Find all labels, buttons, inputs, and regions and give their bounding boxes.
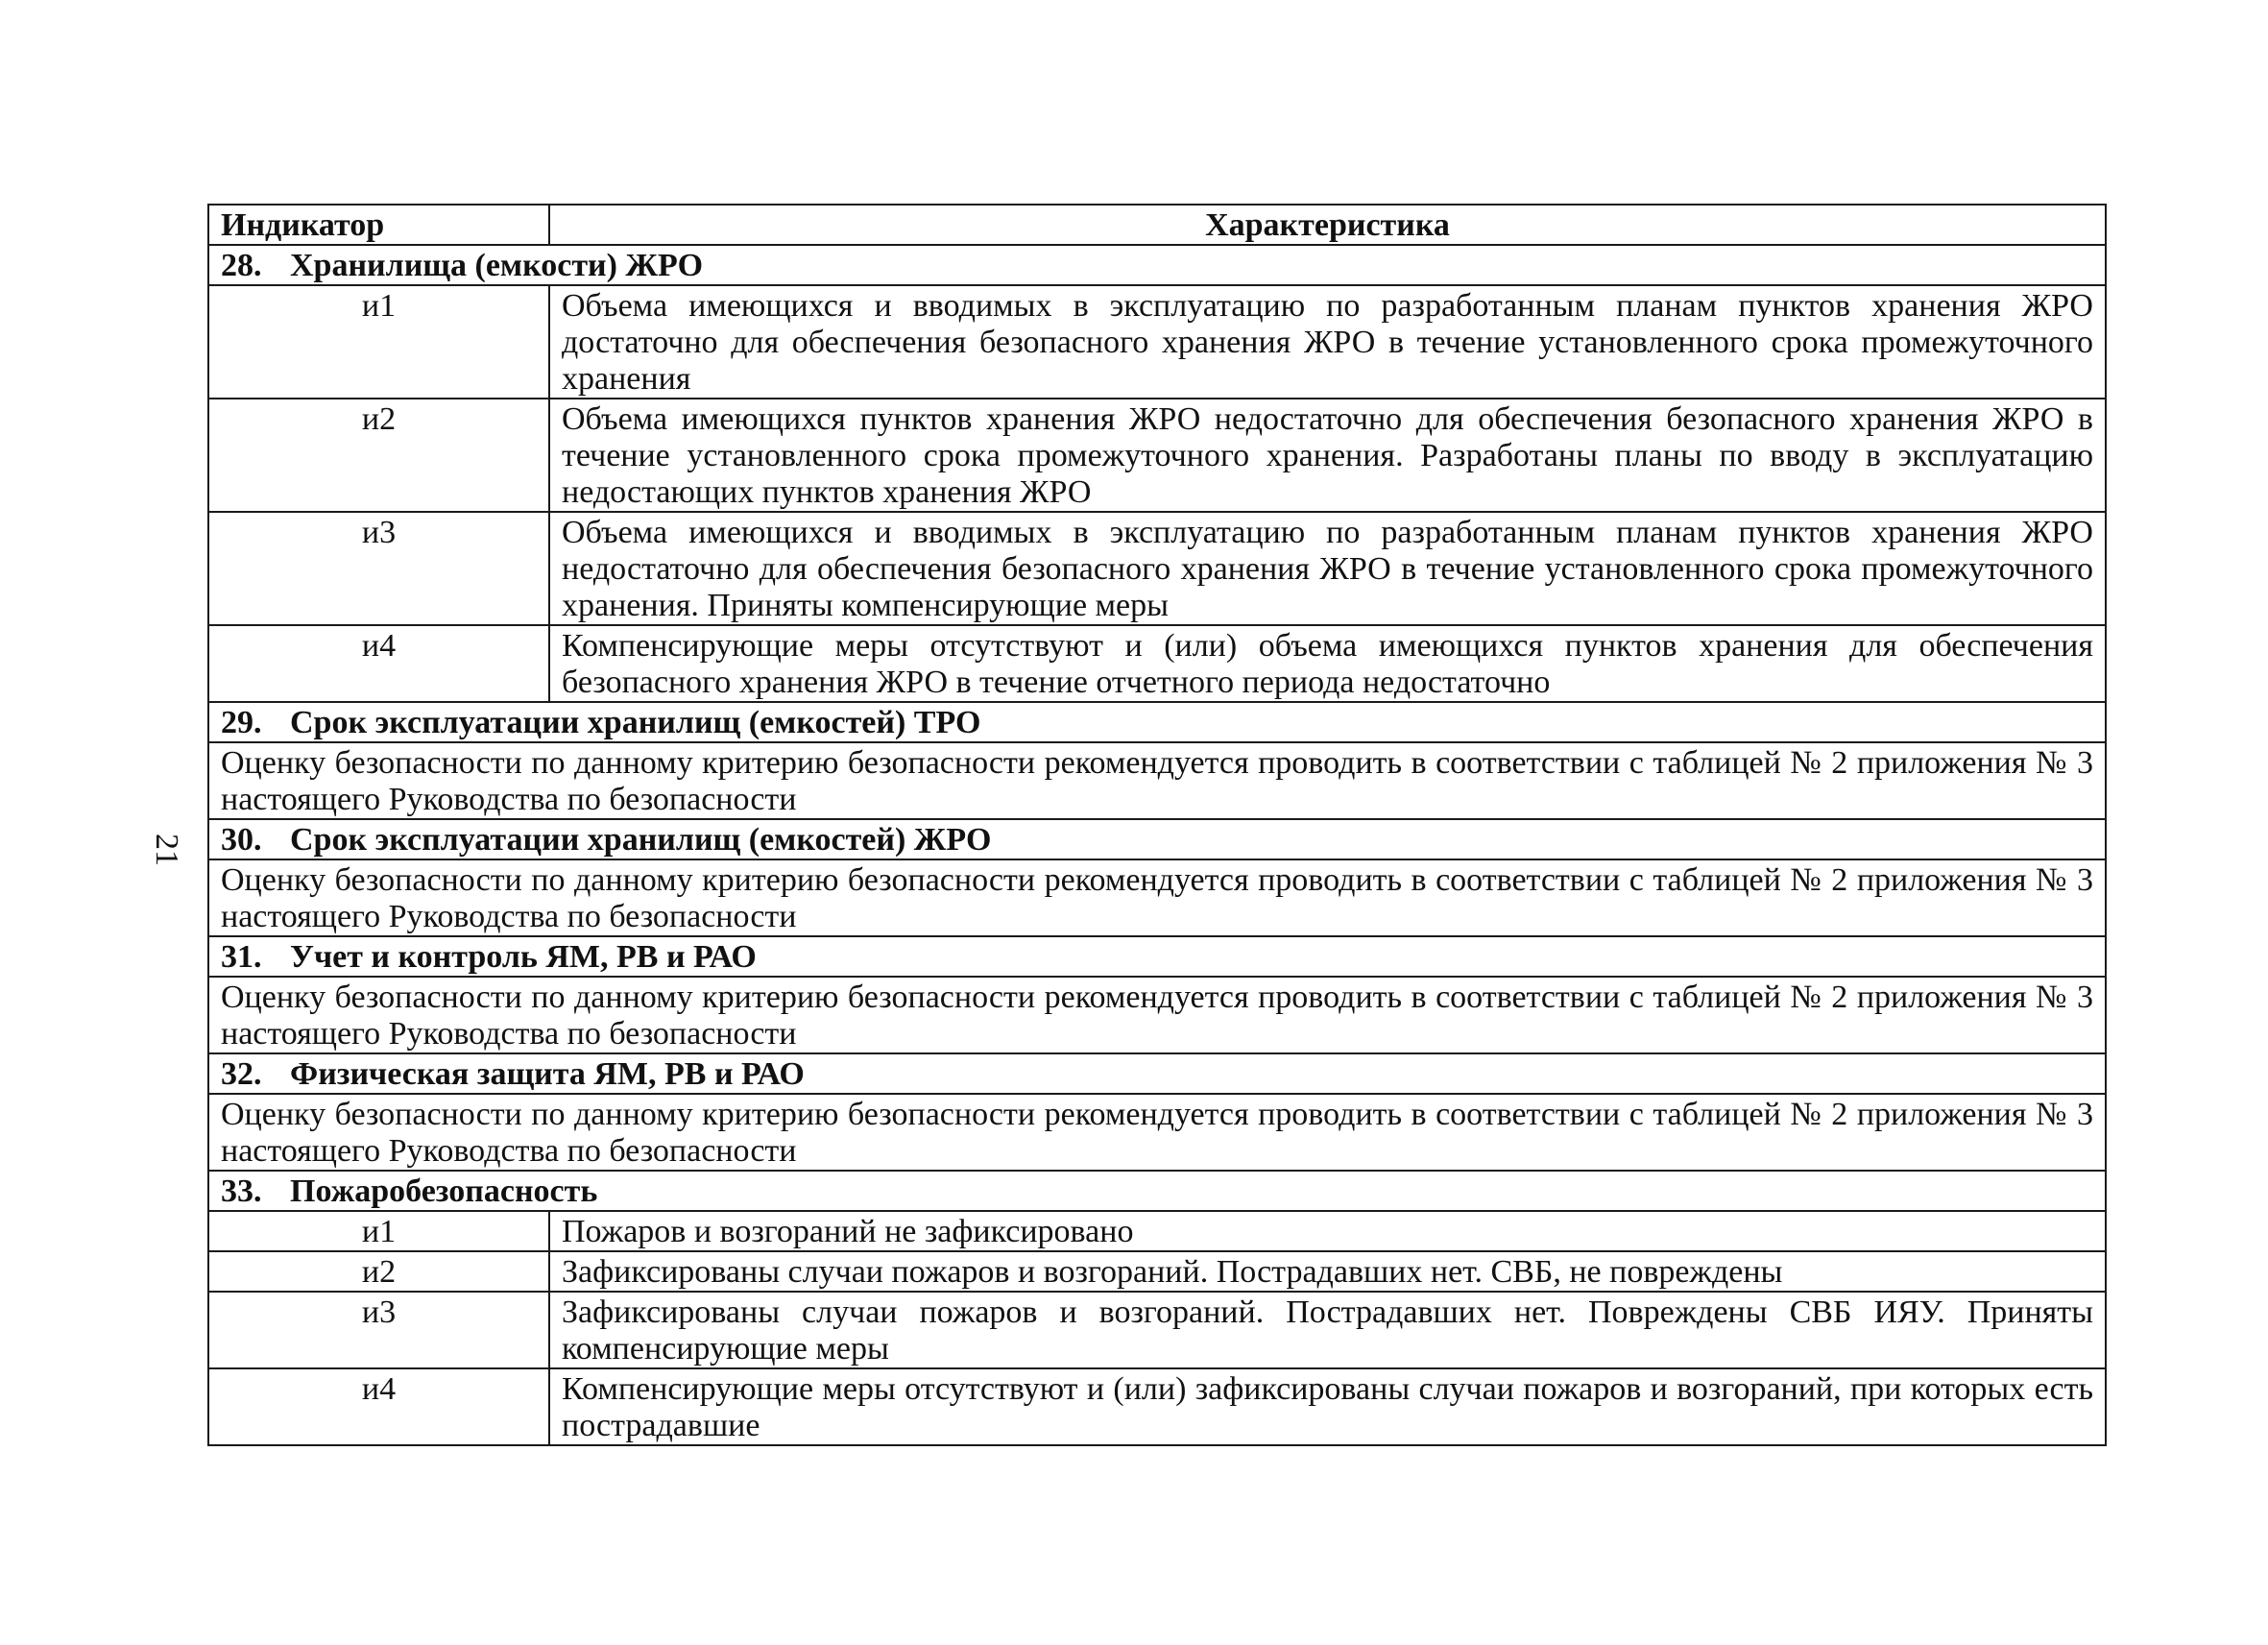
section-row <box>208 819 2106 859</box>
section-row <box>208 702 2106 742</box>
note-cell: Оценку безопасности по данному критерию безопасности рекомендуется проводить в соответствии с таблицей № 2 приложения № 3 настоящего Руководства по безопасности <box>208 742 2106 819</box>
section-title-text: Пожаробезопасность <box>290 1173 598 1209</box>
section-title-text: Хранилища (емкости) ЖРО <box>290 248 704 283</box>
section-row <box>208 936 2106 977</box>
section-title-text: Срок эксплуатации хранилищ (емкостей) ТРО <box>290 705 981 740</box>
section-number: 29. <box>221 705 262 740</box>
description-cell: Объема имеющихся и вводимых в эксплуатацию по разработанным планам пунктов хранения ЖРО недостаточно для обеспечения безопасного хранения ЖРО в течение установленного срока промежуточного хранения. Приняты компенсирующие меры <box>549 512 2106 625</box>
table-row <box>208 1292 2106 1368</box>
criteria-table <box>207 204 2105 1446</box>
note-row <box>208 1094 2106 1171</box>
section-number: 31. <box>221 939 262 975</box>
section-title-text: Срок эксплуатации хранилищ (емкостей) ЖРО <box>290 822 992 858</box>
section-title <box>208 819 2106 859</box>
description-cell: Компенсирующие меры отсутствуют и (или) объема имеющихся пунктов хранения для обеспечения безопасного хранения ЖРО в течение отчетного периода недостаточно <box>549 625 2106 702</box>
note-row <box>208 859 2106 936</box>
table-header-row <box>208 205 2106 245</box>
header-characteristic: Характеристика <box>549 205 2106 245</box>
section-row <box>208 1171 2106 1211</box>
description-cell: Зафиксированы случаи пожаров и возгораний. Пострадавших нет. СВБ, не повреждены <box>549 1251 2106 1292</box>
note-row <box>208 742 2106 819</box>
section-title-text: Учет и контроль ЯМ, РВ и РАО <box>290 939 757 975</box>
table-row <box>208 285 2106 399</box>
section-number: 28. <box>221 248 262 283</box>
section-title-text: Физическая защита ЯМ, РВ и РАО <box>290 1056 805 1092</box>
note-cell: Оценку безопасности по данному критерию безопасности рекомендуется проводить в соответствии с таблицей № 2 приложения № 3 настоящего Руководства по безопасности <box>208 859 2106 936</box>
note-row <box>208 977 2106 1053</box>
note-cell: Оценку безопасности по данному критерию безопасности рекомендуется проводить в соответствии с таблицей № 2 приложения № 3 настоящего Руководства по безопасности <box>208 977 2106 1053</box>
note-cell: Оценку безопасности по данному критерию безопасности рекомендуется проводить в соответствии с таблицей № 2 приложения № 3 настоящего Руководства по безопасности <box>208 1094 2106 1171</box>
table-row <box>208 625 2106 702</box>
indicator-cell: и3 <box>208 1292 549 1368</box>
page-number: 21 <box>149 834 184 866</box>
description-cell: Объема имеющихся пунктов хранения ЖРО недостаточно для обеспечения безопасного хранения ЖРО в течение установленного срока промежуточного хранения. Разработаны планы по вводу в эксплуатацию недостающих пунктов хранения ЖРО <box>549 399 2106 512</box>
indicator-cell: и1 <box>208 1211 549 1251</box>
table-row <box>208 1251 2106 1292</box>
section-row <box>208 245 2106 285</box>
indicator-cell: и3 <box>208 512 549 625</box>
section-title <box>208 1171 2106 1211</box>
table-row <box>208 512 2106 625</box>
table-row <box>208 1211 2106 1251</box>
table <box>207 204 2107 1446</box>
section-title <box>208 1053 2106 1094</box>
section-title <box>208 245 2106 285</box>
indicator-cell: и2 <box>208 399 549 512</box>
indicator-cell: и2 <box>208 1251 549 1292</box>
table-row <box>208 1368 2106 1445</box>
indicator-cell: и1 <box>208 285 549 399</box>
table-row <box>208 399 2106 512</box>
section-number: 30. <box>221 822 262 858</box>
section-title <box>208 936 2106 977</box>
section-number: 33. <box>221 1173 262 1209</box>
description-cell: Компенсирующие меры отсутствуют и (или) зафиксированы случаи пожаров и возгораний, при которых есть пострадавшие <box>549 1368 2106 1445</box>
header-indicator: Индикатор <box>208 205 549 245</box>
indicator-cell: и4 <box>208 625 549 702</box>
description-cell: Зафиксированы случаи пожаров и возгораний. Пострадавших нет. Повреждены СВБ ИЯУ. Приняты компенсирующие меры <box>549 1292 2106 1368</box>
description-cell: Объема имеющихся и вводимых в эксплуатацию по разработанным планам пунктов хранения ЖРО достаточно для обеспечения безопасного хранения ЖРО в течение установленного срока промежуточного хранения <box>549 285 2106 399</box>
description-cell: Пожаров и возгораний не зафиксировано <box>549 1211 2106 1251</box>
section-row <box>208 1053 2106 1094</box>
section-title <box>208 702 2106 742</box>
indicator-cell: и4 <box>208 1368 549 1445</box>
section-number: 32. <box>221 1056 262 1092</box>
